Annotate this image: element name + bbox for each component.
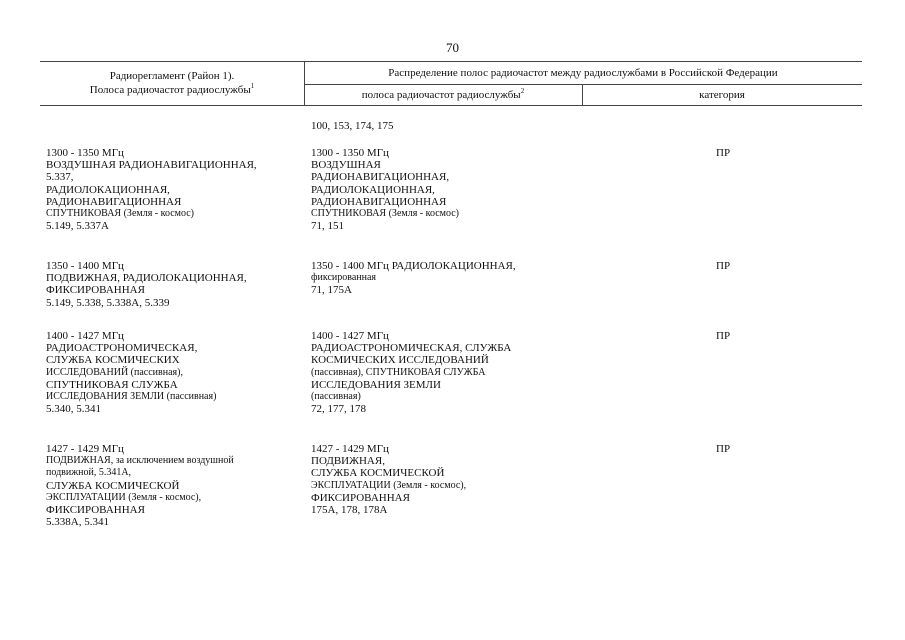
row-category: ПР: [716, 443, 731, 455]
cell-line: СПУТНИКОВАЯ (Земля - космос): [311, 208, 460, 220]
row-right-cell: [311, 443, 466, 516]
row-right-cell: [311, 330, 511, 415]
cell-line: СЛУЖБА КОСМИЧЕСКОЙ: [46, 479, 180, 492]
cell-line: 5.149, 5.338, 5.338A, 5.339: [46, 296, 170, 309]
cell-line: РАДИОНАВИГАЦИОННАЯ: [46, 195, 182, 208]
cell-line: РАДИОЛОКАЦИОННАЯ,: [311, 183, 435, 196]
cell-line: ВОЗДУШНАЯ РАДИОНАВИГАЦИОННАЯ,: [46, 159, 257, 172]
cell-line: 71, 151: [311, 220, 344, 233]
row-left-cell: [46, 443, 234, 528]
cell-line: ВОЗДУШНАЯ: [311, 159, 381, 172]
row-right-cell: [311, 260, 516, 297]
page-number: 70: [446, 40, 459, 55]
cell-line: СЛУЖБА КОСМИЧЕСКИХ: [46, 354, 180, 367]
cell-line: 1400 - 1427 МГц: [311, 330, 389, 342]
header-col-category: категория: [699, 89, 745, 101]
cell-line: 5.337,: [46, 171, 74, 184]
cell-line: РАДИОАСТРОНОМИЧЕСКАЯ, СЛУЖБА: [311, 342, 512, 355]
header-right-top: Распределение полос радиочастот между радиослужбами в Российской Федерации: [388, 67, 778, 79]
cell-line: 1300 - 1350 МГц: [46, 147, 124, 159]
header-left-line2: Полоса радиочастот радиослужбы$^1$: [89, 82, 255, 96]
carry-over-notes: 100, 153, 174, 175: [311, 120, 394, 132]
cell-line: ЭКСПЛУАТАЦИИ (Земля - космос),: [311, 479, 467, 491]
cell-line: подвижной, 5.341A,: [46, 467, 132, 479]
cell-line: (пассивная): [311, 391, 361, 403]
cell-line: 5.149, 5.337A: [46, 220, 109, 233]
cell-line: 5.340, 5.341: [46, 403, 101, 416]
cell-line: ФИКСИРОВАННАЯ: [311, 491, 410, 504]
header-split-rule: [304, 84, 862, 85]
row-category: ПР: [716, 330, 731, 342]
cell-line: 5.338A, 5.341: [46, 516, 109, 529]
header-left-line1: Радиорегламент (Район 1).: [109, 70, 235, 82]
footnote-mark-1: 1: [250, 82, 255, 90]
header-bottom-rule: [40, 105, 862, 106]
row-category: ПР: [716, 260, 731, 272]
cell-line: 1427 - 1429 МГц: [46, 443, 124, 455]
cell-line: ПОДВИЖНАЯ,: [311, 455, 385, 468]
cell-line: РАДИОЛОКАЦИОННАЯ,: [46, 183, 170, 196]
cell-line: СПУТНИКОВАЯ (Земля - космос): [46, 208, 195, 220]
cell-line: 72, 177, 178: [311, 403, 366, 416]
cell-line: ИССЛЕДОВАНИЯ ЗЕМЛИ: [311, 378, 441, 391]
cell-line: 175А, 178, 178А: [311, 504, 388, 517]
header-left: [40, 69, 304, 97]
cell-line: СПУТНИКОВАЯ СЛУЖБА: [46, 378, 178, 391]
cell-line: РАДИОНАВИГАЦИОННАЯ: [311, 195, 447, 208]
cell-line: 71, 175А: [311, 284, 352, 297]
cell-line: 1350 - 1400 МГц РАДИОЛОКАЦИОННАЯ,: [311, 260, 516, 272]
row-category: ПР: [716, 147, 731, 159]
row-left-cell: [46, 330, 216, 415]
footnote-mark-2: 2: [520, 87, 525, 95]
cell-line: ИССЛЕДОВАНИЯ ЗЕМЛИ (пассивная): [46, 391, 217, 403]
cell-line: ФИКСИРОВАННАЯ: [46, 504, 145, 517]
cell-line: 1350 - 1400 МГц: [46, 260, 124, 272]
cell-line: ПОДВИЖНАЯ, РАДИОЛОКАЦИОННАЯ,: [46, 272, 247, 285]
row-left-cell: [46, 260, 247, 309]
cell-line: КОСМИЧЕСКИХ ИССЛЕДОВАНИЙ: [311, 354, 489, 367]
cell-line: СЛУЖБА КОСМИЧЕСКОЙ: [311, 467, 445, 480]
cell-line: 1400 - 1427 МГц: [46, 330, 124, 342]
table-top-rule: [40, 61, 862, 62]
cell-line: 1300 - 1350 МГц: [311, 147, 389, 159]
cell-line: фиксированная: [311, 272, 376, 284]
cell-line: 1427 - 1429 МГц: [311, 443, 389, 455]
row-left-cell: [46, 147, 257, 232]
cell-line: ЭКСПЛУАТАЦИИ (Земля - космос),: [46, 491, 202, 503]
cell-line: ИССЛЕДОВАНИЙ (пассивная),: [46, 366, 183, 378]
header-col-band: полоса радиочастот радиослужбы$^2$: [361, 87, 525, 101]
cell-line: ФИКСИРОВАННАЯ: [46, 284, 145, 297]
cell-line: РАДИОАСТРОНОМИЧЕСКАЯ,: [46, 342, 198, 355]
cell-line: РАДИОНАВИГАЦИОННАЯ,: [311, 171, 450, 184]
cell-line: (пассивная), СПУТНИКОВАЯ СЛУЖБА: [311, 366, 486, 378]
row-right-cell: [311, 147, 459, 232]
cell-line: ПОДВИЖНАЯ, за исключением воздушной: [46, 455, 234, 467]
